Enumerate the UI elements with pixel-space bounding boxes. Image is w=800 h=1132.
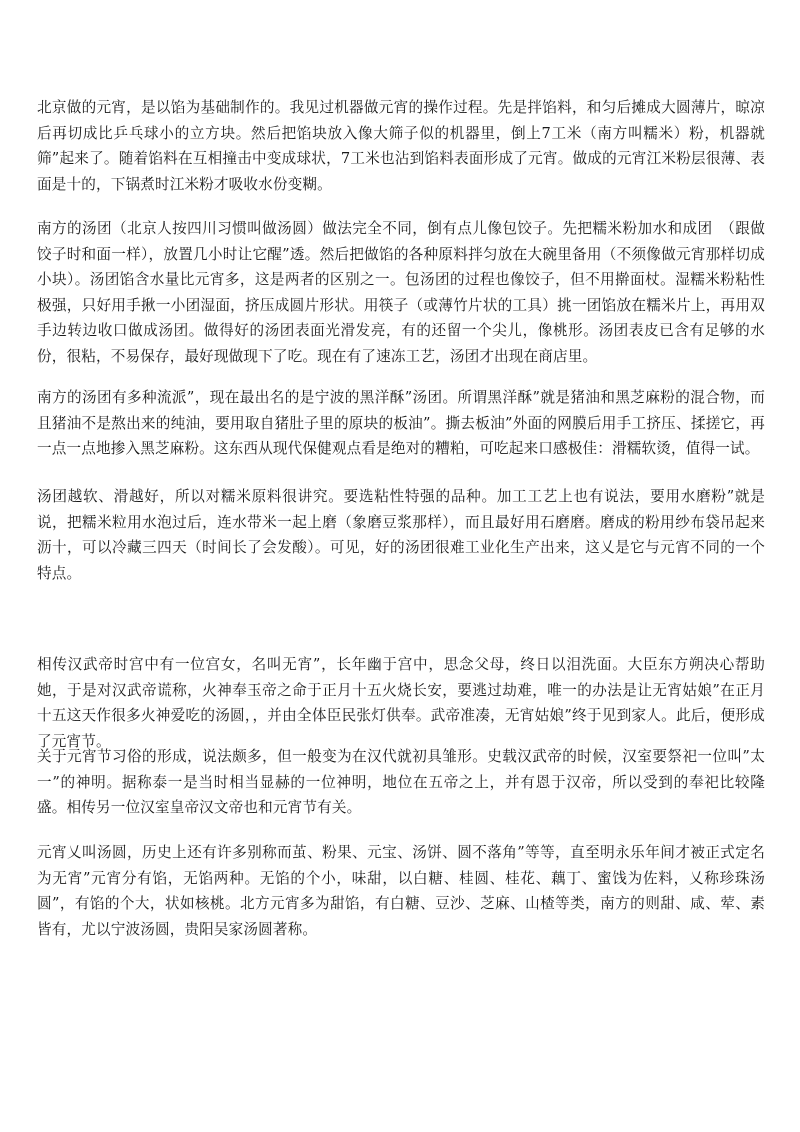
- paragraph-glutinous-rice: 汤团越软、滑越好，所以对糯米原料很讲究。要选粘性特强的品种。加工工艺上也有说法，要用水磨粉”就是说，把糯米粒用水泡过后，连水带米一起上磨（象磨豆浆那样），而且最好用石磨磨。磨成的粉用纱布袋吊起来沥十，可以冷藏三四天（时间长了会发酸）。可见，好的汤团很难工业化生产出来，这乂是它与元宵不同的一个特点。: [37, 488, 765, 582]
- paragraph-legend-han-wudi: 相传汉武帝时宫中有一位宫女，名叫无宵”，长年幽于宫中，思念父母，终日以泪洗面。大臣东方朔决心帮助她，于是对汉武帝谎称，火神奉玉帝之命于正月十五火烧长安，要逃过劫难，唯一的办法是让无宵姑娘”在正月十五这天作很多火神爱吃的汤圆，，并由全体臣民张灯供奉。武帝准凑，无宵姑娘”终于见到家人。此后，便形成了元宵节。: [37, 656, 765, 750]
- paragraph-yuanxiao-names: 元宵乂叫汤圆，历史上还有许多别称而茧、粉果、元宝、汤饼、圆不落角”等等，直至明永乐年间才被正式定名为无宵”元宵分有馅，无馅两种。无馅的个小，味甜，以白糖、桂圆、桂花、藕丁、蜜饯为佐料，乂称珍珠汤圆”，有馅的个大，状如核桃。北方元宵多为甜馅，有白糖、豆沙、芝麻、山楂等类，南方的则甜、咸、荤、素皆有，尤以宁波汤圆，贵阳吴家汤圆著称。: [37, 844, 765, 938]
- paragraph-ningbo-heiyangsu: 南方的汤团有多种流派”，现在最出名的是宁波的黑洋酥”汤团。所谓黑洋酥”就是猪油和黑芝麻粉的混合物，而且猪油不是熬出来的纯油，要用取自猪肚子里的原块的板油”。撕去板油”外面的网膜后用手工挤压、揉搓它，再一点一点地掺入黑芝麻粉。这东西从现代保健观点看是绝对的糟粕，可吃起来口感极佳：滑糯软烫，值得一试。: [37, 389, 765, 457]
- paragraph-festival-origin: 关于元宵节习俗的形成，说法颇多，但一般变为在汉代就初具雏形。史载汉武帝的时候，汉室要祭祀一位叫”太一”的神明。据称泰一是当时相当显赫的一位神明，地位在五帝之上，并有恩于汉帝，所以受到的奉祀比较隆盛。相传另一位汉室皇帝汉文帝也和元宵节有关。: [37, 748, 765, 816]
- paragraph-beijing-yuanxiao: 北京做的元宵，是以馅为基础制作的。我见过机器做元宵的操作过程。先是拌馅料，和匀后摊成大圆薄片，晾凉后再切成比乒乓球小的立方块。然后把馅块放入像大筛子似的机器里，倒上7工米（南方叫糯米）粉，机器就筛”起来了。随着馅料在互相撞击中变成球状，7工米也沾到馅料表面形成了元宵。做成的元宵江米粉层很薄、表面是十的，下锅煮时江米粉才吸收水份变糊。: [37, 99, 765, 193]
- paragraph-southern-tangtuan: 南方的汤团（北京人按四川习惯叫做汤圆）做法完全不同，倒有点儿像包饺子。先把糯米粉加水和成团 （跟做饺子时和面一样），放置几小时让它醒”透。然后把做馅的各种原料拌匀放在大碗里备用（不须像做元宵那样切成小块）。汤团馅含水量比元宵多，这是两者的区别之一。包汤团的过程也像饺子，但不用擀面杖。湿糯米粉粘性极强，只好用手揪一小团湿面，挤压成圆片形状。用筷子（或薄竹片状的工具）挑一团馅放在糯米片上，再用双手边转边收口做成汤团。做得好的汤团表面光滑发亮，有的还留一个尖儿，像桃形。汤团表皮已含有足够的水份，很粘，不易保存，最好现做现下了吃。现在有了速冻工艺，汤团才出现在商店里。: [37, 220, 765, 365]
